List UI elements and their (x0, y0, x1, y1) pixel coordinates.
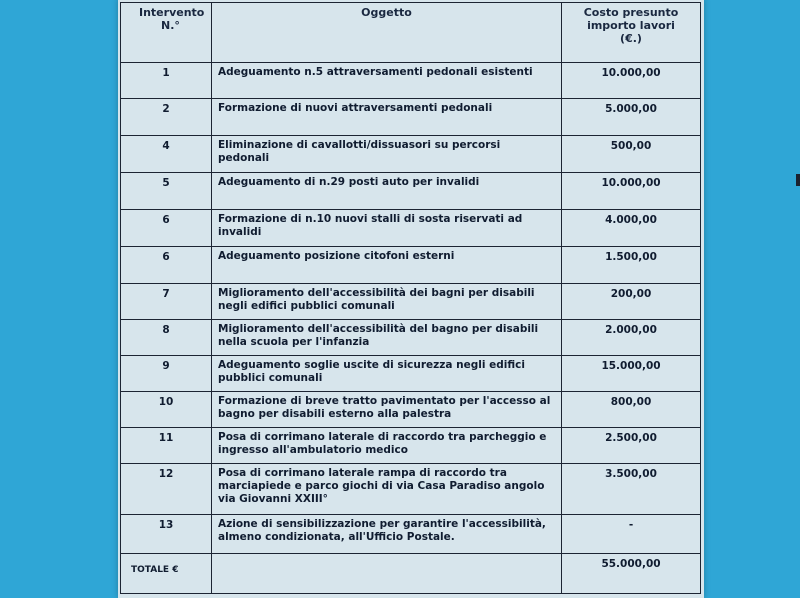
total-label: TOTALE € (121, 554, 212, 594)
intervento-number: 11 (121, 428, 212, 464)
costo-value: 3.500,00 (562, 464, 701, 515)
total-spacer (212, 554, 562, 594)
intervento-number: 4 (121, 136, 212, 173)
costo-value: 10.000,00 (562, 63, 701, 99)
header-row (121, 3, 701, 63)
intervento-number: 12 (121, 464, 212, 515)
header-intervento: Intervento N.° (121, 3, 212, 63)
oggetto-text: Adeguamento posizione citofoni esterni (212, 247, 562, 284)
costo-value: 500,00 (562, 136, 701, 173)
total-value: 55.000,00 (562, 554, 701, 594)
oggetto-text: Adeguamento n.5 attraversamenti pedonali esistenti (212, 63, 562, 99)
oggetto-text: Miglioramento dell'accessibilità dei bagni per disabili negli edifici pubblici comunali (212, 284, 562, 320)
table-row (121, 247, 701, 284)
oggetto-text: Miglioramento dell'accessibilità del bagno per disabili nella scuola per l'infanzia (212, 320, 562, 356)
table-row (121, 63, 701, 99)
intervento-number: 1 (121, 63, 212, 99)
document-sheet (118, 0, 704, 598)
intervento-number: 8 (121, 320, 212, 356)
oggetto-text: Adeguamento di n.29 posti auto per invalidi (212, 173, 562, 210)
oggetto-text: Posa di corrimano laterale di raccordo tra parcheggio e ingresso all'ambulatorio medico (212, 428, 562, 464)
costo-value: - (562, 515, 701, 554)
oggetto-text: Azione di sensibilizzazione per garantire l'accessibilità, almeno condizionata, all'Ufficio Postale. (212, 515, 562, 554)
intervento-number: 6 (121, 247, 212, 284)
intervento-number: 2 (121, 99, 212, 136)
costo-value: 5.000,00 (562, 99, 701, 136)
intervento-number: 13 (121, 515, 212, 554)
table-row (121, 320, 701, 356)
oggetto-text: Posa di corrimano laterale rampa di raccordo tra marciapiede e parco giochi di via Casa Paradiso angolo via Giovanni XXIII° (212, 464, 562, 515)
intervento-number: 6 (121, 210, 212, 247)
table-row (121, 99, 701, 136)
costo-value: 4.000,00 (562, 210, 701, 247)
costo-value: 15.000,00 (562, 356, 701, 392)
table-row (121, 284, 701, 320)
header-costo: Costo presunto importo lavori (€.) (562, 3, 701, 63)
costo-value: 10.000,00 (562, 173, 701, 210)
table-row (121, 515, 701, 554)
table-row (121, 210, 701, 247)
table-row (121, 428, 701, 464)
oggetto-text: Adeguamento soglie uscite di sicurezza negli edifici pubblici comunali (212, 356, 562, 392)
table-row (121, 136, 701, 173)
costo-value: 2.500,00 (562, 428, 701, 464)
total-row (121, 554, 701, 594)
intervento-number: 9 (121, 356, 212, 392)
costo-value: 2.000,00 (562, 320, 701, 356)
costo-value: 800,00 (562, 392, 701, 428)
table-row (121, 464, 701, 515)
intervento-number: 5 (121, 173, 212, 210)
edge-mark (796, 174, 800, 186)
costo-value: 1.500,00 (562, 247, 701, 284)
oggetto-text: Formazione di n.10 nuovi stalli di sosta riservati ad invalidi (212, 210, 562, 247)
costo-value: 200,00 (562, 284, 701, 320)
intervento-number: 10 (121, 392, 212, 428)
intervento-number: 7 (121, 284, 212, 320)
oggetto-text: Formazione di nuovi attraversamenti pedonali (212, 99, 562, 136)
table-row (121, 173, 701, 210)
oggetto-text: Formazione di breve tratto pavimentato per l'accesso al bagno per disabili esterno alla palestra (212, 392, 562, 428)
oggetto-text: Eliminazione di cavallotti/dissuasori su percorsi pedonali (212, 136, 562, 173)
table-row (121, 392, 701, 428)
table-row (121, 356, 701, 392)
cost-table (120, 2, 701, 594)
header-oggetto: Oggetto (212, 3, 562, 63)
